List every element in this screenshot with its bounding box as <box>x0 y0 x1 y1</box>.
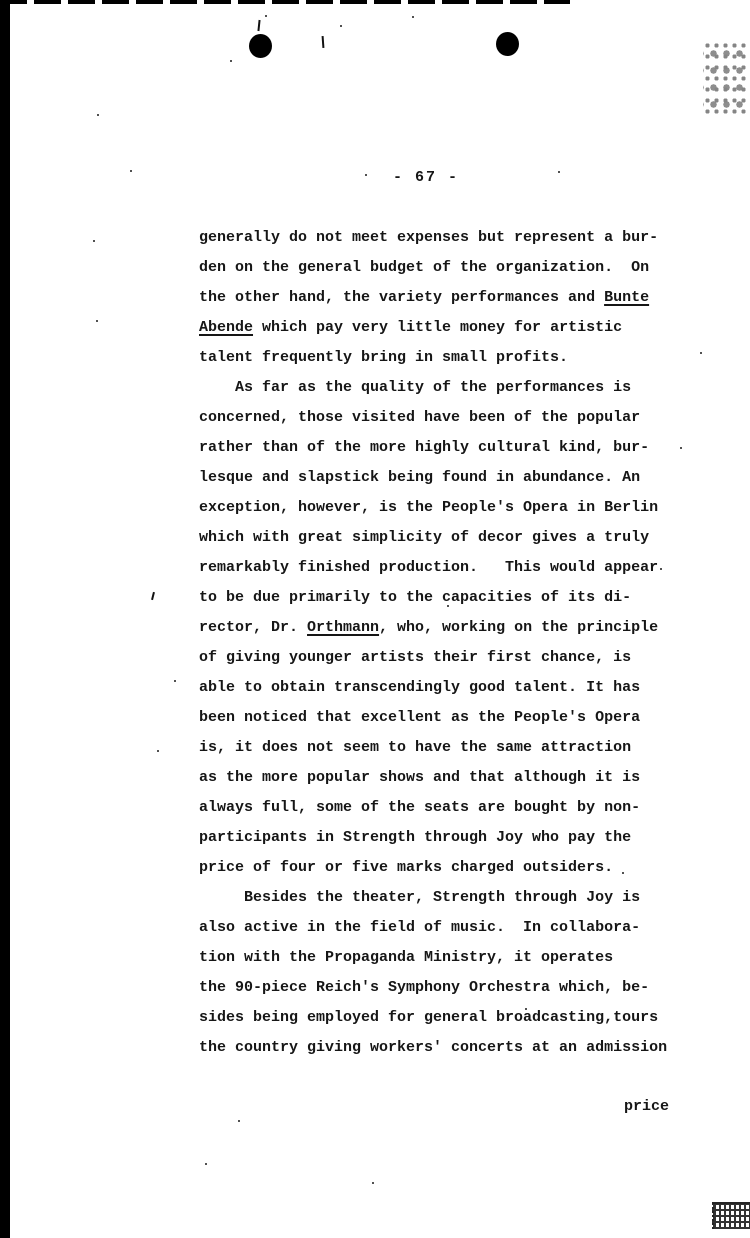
text-line: As far as the quality of the performances is <box>199 379 632 396</box>
text-line: is, it does not seem to have the same attraction <box>199 739 632 756</box>
paragraph-2 <box>199 373 679 883</box>
text-line: the country giving workers' concerts at an admission <box>199 1039 668 1056</box>
text-segment: the other hand, the variety performances and <box>199 289 605 306</box>
text-line: lesque and slapstick being found in abundance. An <box>199 469 641 486</box>
text-line: sides being employed for general broadcasting,tours <box>199 1009 659 1026</box>
paragraph-1 <box>199 223 679 373</box>
text-line: remarkably finished production. This would appear <box>199 559 659 576</box>
text-line: rather than of the more highly cultural kind, bur- <box>199 439 650 456</box>
text-line: exception, however, is the People's Opera in Berlin <box>199 499 659 516</box>
text-line: tion with the Propaganda Ministry, it operates <box>199 949 614 966</box>
text-line: which with great simplicity of decor gives a truly <box>199 529 650 546</box>
text-line: to be due primarily to the capacities of its di- <box>199 589 632 606</box>
hole-punch-dot-right <box>496 32 519 56</box>
text-line <box>199 283 679 313</box>
text-line: also active in the field of music. In collabora- <box>199 919 641 936</box>
text-segment: which pay very little money for artistic <box>253 319 623 336</box>
underlined-text: Abende <box>199 319 254 336</box>
scan-edge-top-dashes <box>0 0 570 4</box>
text-line: talent frequently bring in small profits. <box>199 349 569 366</box>
paragraph-3 <box>199 883 679 1063</box>
scan-noise-top-right <box>703 40 748 118</box>
text-segment: , who, working on the principle <box>379 619 659 636</box>
text-line: the 90-piece Reich's Symphony Orchestra which, be- <box>199 979 650 996</box>
text-line <box>199 313 679 343</box>
text-line: price of four or five marks charged outsiders. <box>199 859 614 876</box>
scan-edge-left-strip <box>0 0 10 1238</box>
scan-noise-bottom-right <box>712 1202 750 1229</box>
text-line: participants in Strength through Joy who pay the <box>199 829 632 846</box>
text-line: generally do not meet expenses but represent a bur- <box>199 229 659 246</box>
hole-punch-dot-left <box>249 34 272 58</box>
scan-stray-mark <box>257 20 260 31</box>
document-body <box>199 223 679 1063</box>
scan-stray-mark <box>322 36 325 48</box>
text-line <box>199 613 679 643</box>
page-number: - 67 - <box>393 169 460 186</box>
text-line: been noticed that excellent as the People's Opera <box>199 709 641 726</box>
scan-stray-mark <box>151 592 155 600</box>
text-line: as the more popular shows and that although it is <box>199 769 641 786</box>
underlined-text: Bunte <box>604 289 650 306</box>
scan-noise-specks <box>97 114 99 116</box>
text-line: den on the general budget of the organization. On <box>199 259 650 276</box>
text-line: able to obtain transcendingly good talent. It has <box>199 679 641 696</box>
catchword: price <box>624 1098 670 1115</box>
underlined-text: Orthmann <box>307 619 380 636</box>
text-line: of giving younger artists their first chance, is <box>199 649 632 666</box>
text-line: concerned, those visited have been of the popular <box>199 409 641 426</box>
text-line: always full, some of the seats are bought by non- <box>199 799 641 816</box>
text-segment: rector, Dr. <box>199 619 308 636</box>
text-line: Besides the theater, Strength through Joy is <box>199 889 641 906</box>
